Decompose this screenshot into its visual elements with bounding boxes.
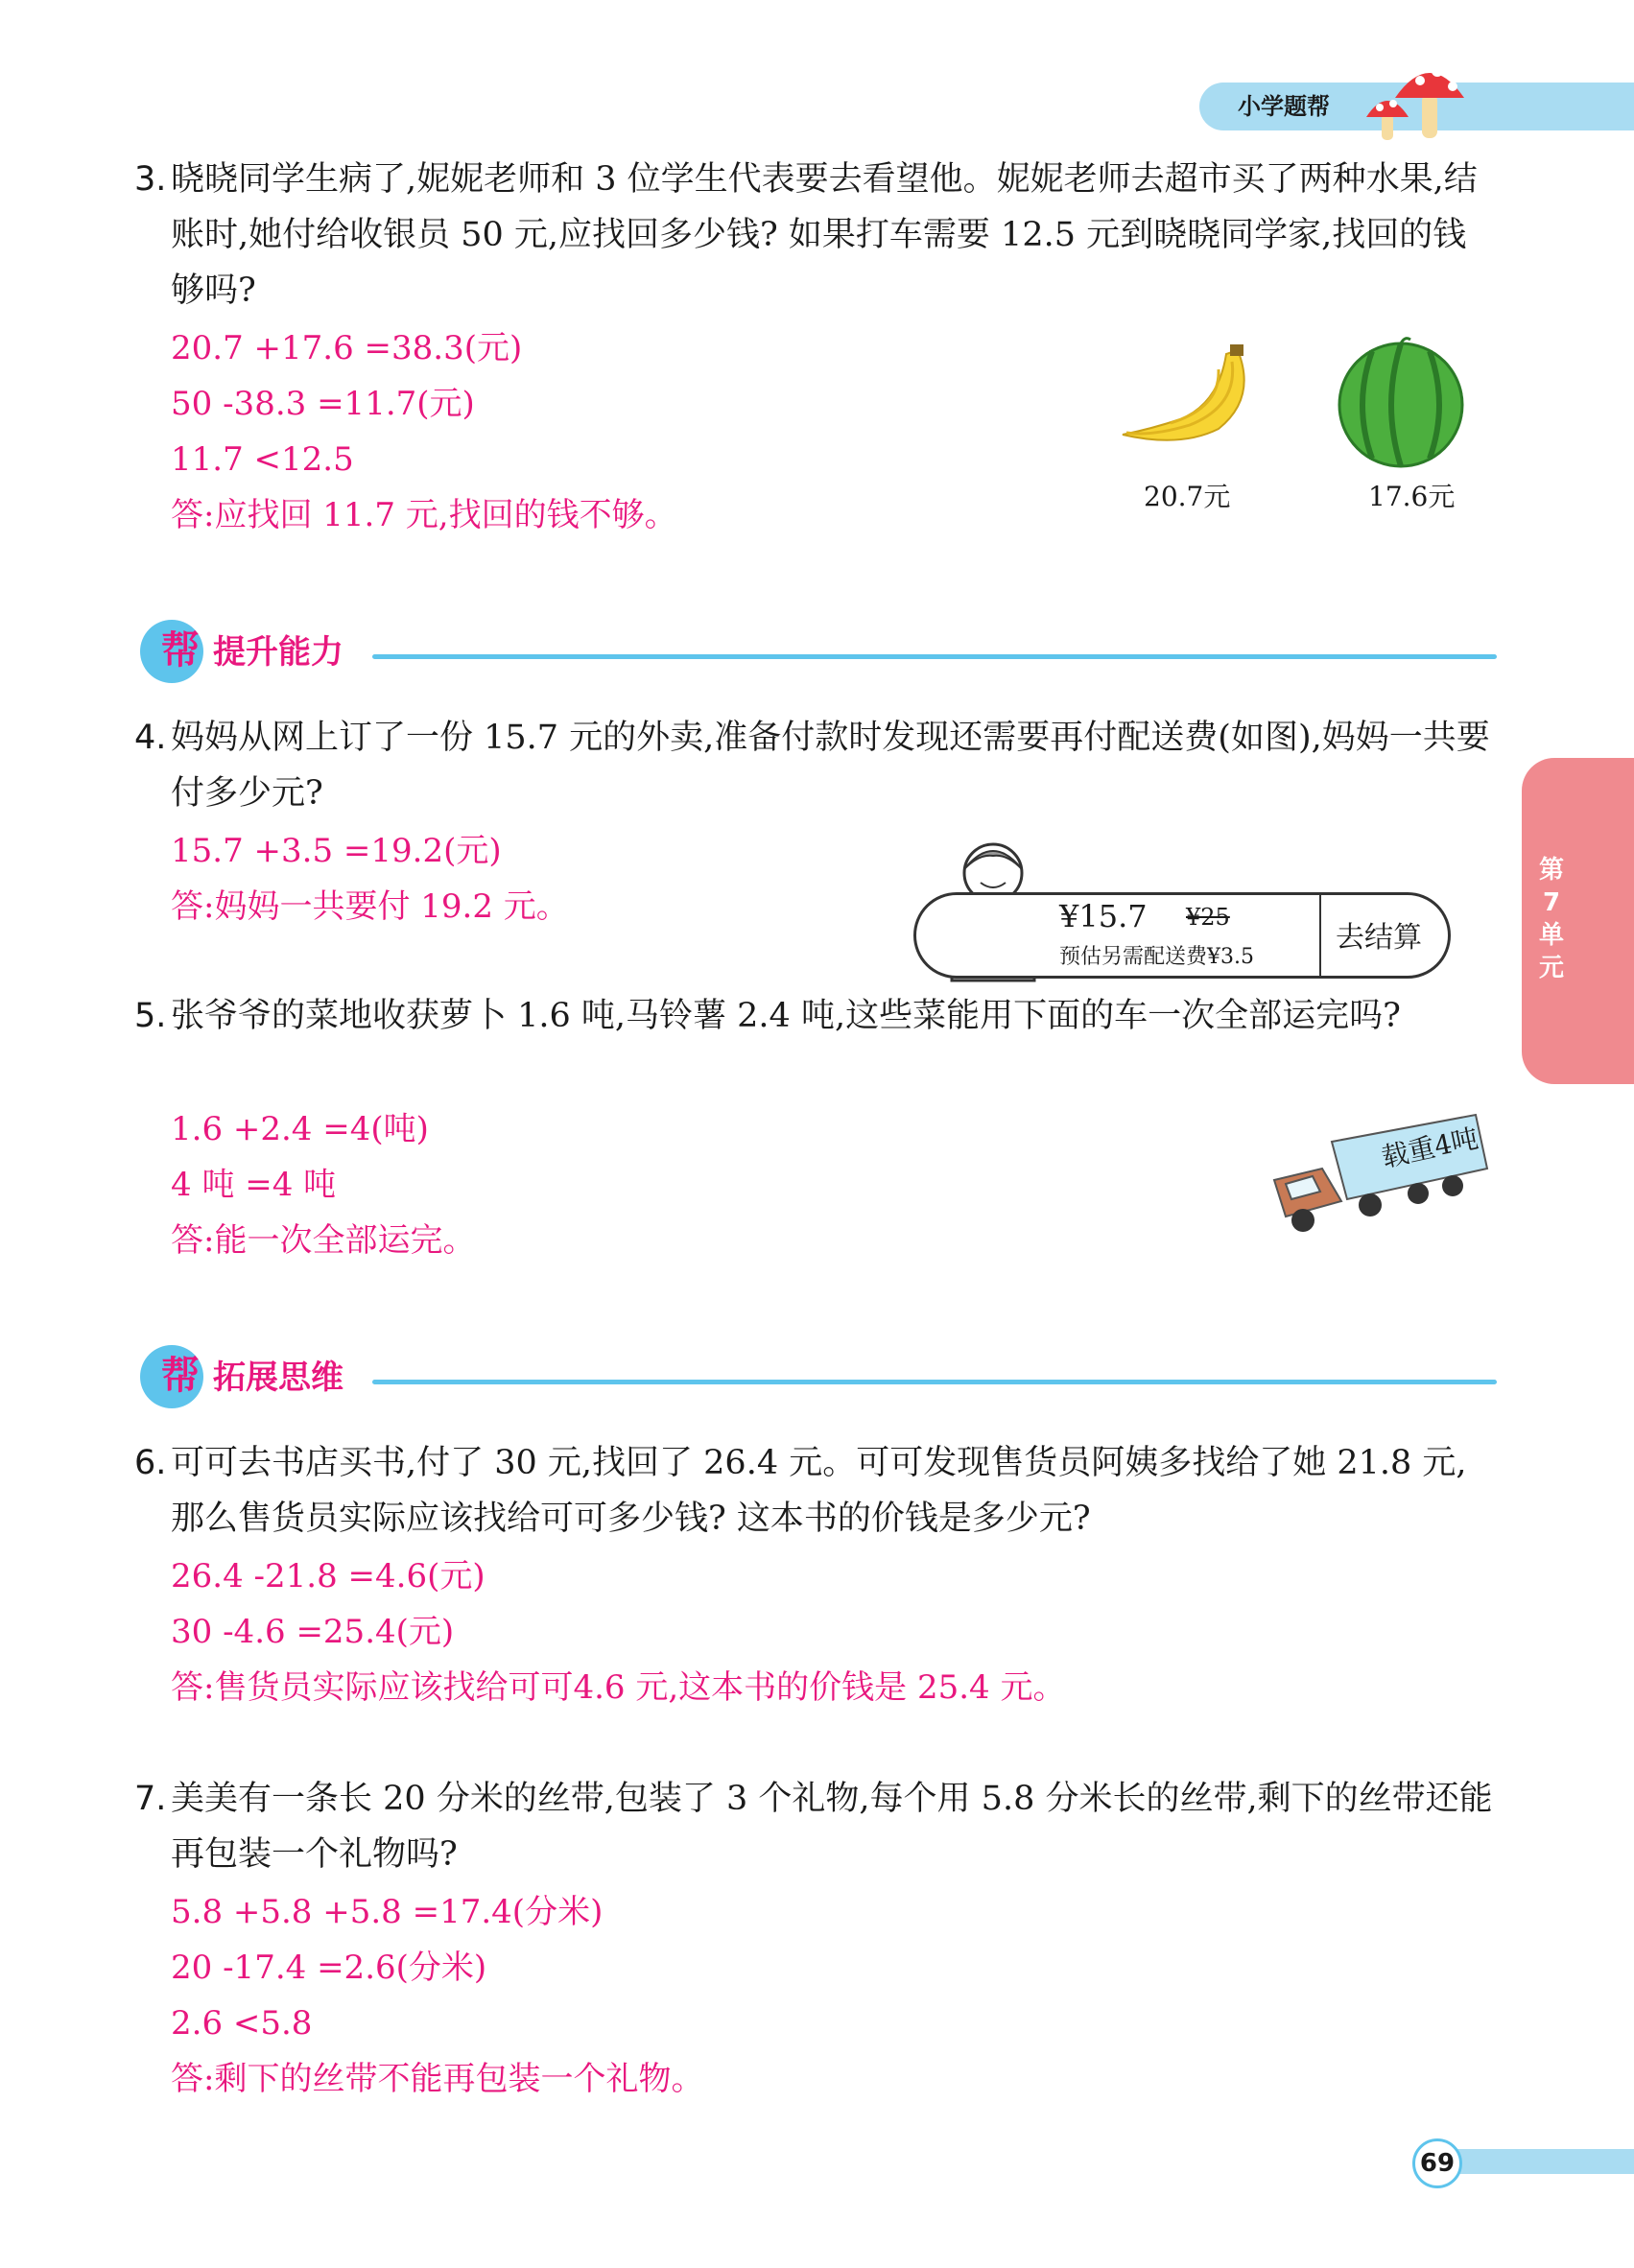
answer-conclusion: 答:能一次全部运完。: [171, 1221, 476, 1260]
unit-tab-char: 第: [1538, 856, 1564, 885]
question-number: 7.: [134, 1780, 167, 1818]
question-7: [134, 1771, 1497, 1882]
unit-tab-char: 元: [1538, 954, 1564, 982]
question-3: [134, 152, 1497, 319]
section-title: 提升能力: [213, 633, 343, 672]
watermelon-price: 17.6元: [1368, 481, 1456, 512]
question-text: 妈妈从网上订了一份 15.7 元的外卖,准备付款时发现还需要再付配送费(如图),妈妈一共要付多少元?: [171, 719, 1490, 813]
truck-label: 载重4吨: [1379, 1122, 1481, 1174]
question-number: 6.: [134, 1444, 167, 1482]
answer-line: 2.6 <5.8: [171, 2004, 313, 2043]
unit-tab-char: 7: [1542, 888, 1561, 917]
order-divider: [1319, 895, 1321, 976]
answer-line: 4 吨 =4 吨: [171, 1166, 337, 1204]
answer-line: 1.6 +2.4 =4(吨): [171, 1110, 429, 1148]
order-old-price: ¥25: [1186, 904, 1230, 931]
question-number: 3.: [134, 160, 167, 199]
question-text: 可可去书店买书,付了 30 元,找回了 26.4 元。可可发现售货员阿姨多找给了她 21.8 元,那么售货员实际应该找给可可多少钱? 这本书的价钱是多少元?: [171, 1444, 1467, 1538]
unit-tab-char: 单: [1538, 921, 1564, 950]
answer-line: 26.4 -21.8 =4.6(元): [171, 1557, 485, 1595]
question-number: 4.: [134, 719, 167, 757]
watermelon-icon: [1334, 336, 1468, 470]
order-delivery-fee: 预估另需配送费¥3.5: [1059, 945, 1254, 969]
question-text: 张爷爷的菜地收获萝卜 1.6 吨,马铃薯 2.4 吨,这些菜能用下面的车一次全部运完吗?: [171, 997, 1401, 1035]
header-title: 小学题帮: [1238, 93, 1330, 120]
answer-line: 20.7 +17.6 =38.3(元): [171, 329, 523, 367]
section-bang: 帮: [161, 1354, 200, 1398]
page-number-bar: [1444, 2149, 1634, 2174]
section-divider: [372, 654, 1497, 659]
answer-conclusion: 答:剩下的丝带不能再包装一个礼物。: [171, 2060, 704, 2098]
answer-line: 30 -4.6 =25.4(元): [171, 1613, 455, 1651]
answer-line: 15.7 +3.5 =19.2(元): [171, 832, 502, 870]
question-4: [134, 710, 1497, 821]
order-price: ¥15.7: [1059, 898, 1148, 934]
banana-price: 20.7元: [1144, 481, 1231, 512]
banana-icon: [1113, 341, 1267, 456]
answer-conclusion: 答:妈妈一共要付 19.2 元。: [171, 887, 569, 926]
section-divider: [372, 1380, 1497, 1384]
answer-conclusion: 答:应找回 11.7 元,找回的钱不够。: [171, 496, 677, 534]
unit-tab-label: [1527, 854, 1575, 984]
section-title: 拓展思维: [213, 1358, 343, 1397]
question-text: 美美有一条长 20 分米的丝带,包装了 3 个礼物,每个用 5.8 分米长的丝带,剩下的丝带还能再包装一个礼物吗?: [171, 1780, 1493, 1874]
question-6: [134, 1435, 1497, 1547]
question-text: 晓晓同学生病了,妮妮老师和 3 位学生代表要去看望他。妮妮老师去超市买了两种水果,结账时,她付给收银员 50 元,应找回多少钱? 如果打车需要 12.5 元到晓晓同学家,找回的钱够吗?: [171, 160, 1478, 310]
answer-line: 11.7 <12.5: [171, 440, 354, 479]
answer-line: 5.8 +5.8 +5.8 =17.4(分米): [171, 1893, 604, 1931]
page-number: 69: [1419, 2149, 1456, 2178]
section-bang: 帮: [161, 628, 200, 673]
mushroom-icon: [1362, 56, 1468, 144]
answer-line: 50 -38.3 =11.7(元): [171, 385, 475, 423]
answer-conclusion: 答:售货员实际应该找给可可4.6 元,这本书的价钱是 25.4 元。: [171, 1668, 1066, 1707]
question-5: [134, 988, 1497, 1044]
checkout-button[interactable]: 去结算: [1336, 921, 1422, 955]
question-number: 5.: [134, 997, 167, 1035]
answer-line: 20 -17.4 =2.6(分米): [171, 1949, 487, 1987]
